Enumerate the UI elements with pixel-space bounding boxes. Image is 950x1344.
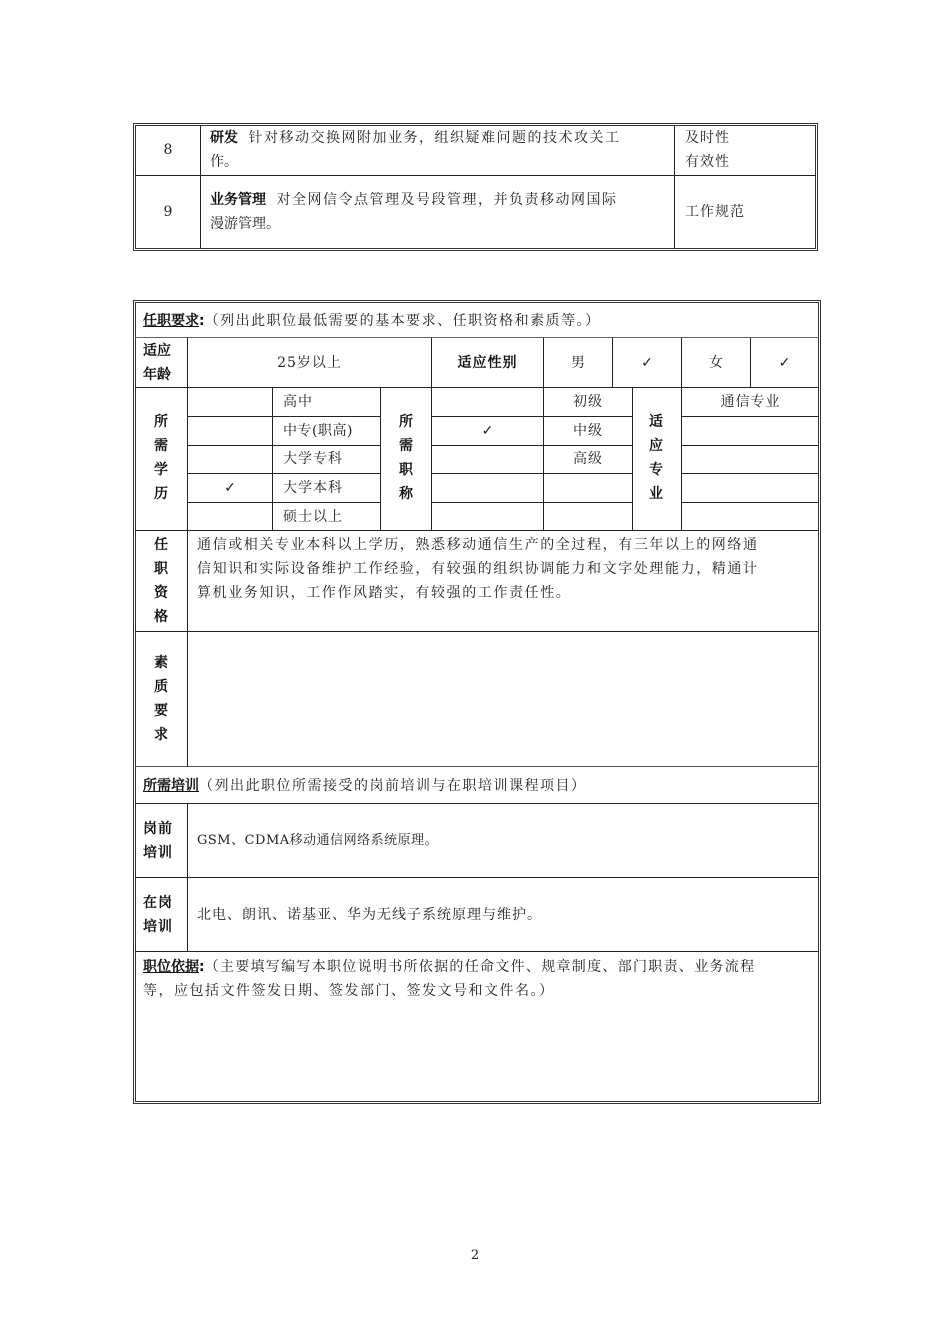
divider (135, 766, 819, 767)
education-label (151, 410, 171, 506)
divider (187, 416, 380, 417)
quality-value[interactable] (197, 640, 807, 760)
female-checkbox[interactable]: ✓ (778, 355, 791, 371)
pre-job-training-label: 岗前 (143, 821, 173, 837)
divider (674, 125, 675, 249)
education-option-label: 高中 (283, 394, 313, 410)
duty-description: 针对移动交换网附加业务，组织疑难问题的技术攻关工 (248, 130, 621, 146)
label-char: 求 (154, 727, 168, 743)
label-char: 所 (154, 414, 168, 430)
title-option-label: 初级 (573, 394, 603, 410)
label-char: 要 (154, 703, 168, 719)
label-char: 历 (154, 486, 168, 502)
divider (135, 387, 819, 388)
duty-description: 对全网信令点管理及号段管理，并负责移动网国际 (276, 192, 618, 208)
label-char: 专 (649, 462, 663, 478)
gender-label: 适应性别 (457, 355, 518, 371)
label-char: 称 (399, 486, 413, 502)
pre-job-training-label: 培训 (143, 845, 173, 861)
divider (187, 473, 380, 474)
basis-header (143, 955, 755, 979)
divider (187, 445, 380, 446)
title-option-label: 高级 (573, 451, 603, 467)
divider (431, 445, 632, 446)
row-number: 9 (163, 204, 173, 220)
divider (272, 388, 273, 531)
basis-note-cont: 等，应包括文件签发日期、签发部门、签发文号和文件名。） (143, 983, 555, 999)
label-char: 所 (399, 414, 413, 430)
divider (632, 388, 633, 531)
major-label (646, 410, 666, 506)
male-label: 男 (571, 355, 585, 371)
duty-title: 业务管理 (210, 192, 266, 208)
requirements-header-label: 任职要求 (143, 313, 199, 329)
title-checkbox[interactable]: ✓ (481, 423, 494, 439)
on-job-training-label: 在岗 (143, 895, 173, 911)
requirements-header-note: （列出此职位最低需要的基本要求、任职资格和素质等。） (204, 313, 601, 329)
duty-description-cont: 作。 (210, 154, 238, 170)
divider (135, 877, 819, 878)
age-value: 25岁以上 (277, 355, 342, 371)
divider (681, 473, 819, 474)
qualification-line: 算机业务知识，工作作风踏实，有较强的工作责任性。 (197, 585, 572, 601)
divider (135, 337, 819, 338)
divider (135, 175, 816, 176)
duty-description-cont: 漫游管理。 (210, 216, 280, 232)
divider (431, 388, 432, 531)
on-job-training-value: 北电、朗讯、诺基亚、华为无线子系统原理与维护。 (197, 907, 542, 923)
label-char: 需 (154, 438, 168, 454)
divider (431, 473, 632, 474)
divider (431, 416, 632, 417)
divider (431, 502, 632, 503)
divider (135, 530, 819, 531)
label-char: 质 (154, 679, 168, 695)
qualification-label (151, 533, 171, 629)
label-char: 应 (649, 438, 663, 454)
duty-line (210, 126, 620, 150)
divider (135, 631, 819, 632)
label-char: 素 (154, 655, 168, 671)
quality-label (151, 651, 171, 747)
training-header-note: （列出此职位所需接受的岗前培训与在职培训课程项目） (199, 778, 587, 794)
qualification-line: 通信或相关专业本科以上学历，熟悉移动通信生产的全过程，有三年以上的网络通 (197, 537, 759, 553)
title-label (396, 410, 416, 506)
divider (380, 388, 381, 531)
divider (681, 445, 819, 446)
training-header-label: 所需培训 (143, 778, 199, 794)
divider (135, 951, 819, 952)
divider (200, 125, 201, 249)
label-char: 适 (649, 414, 663, 430)
divider (681, 416, 819, 417)
label-char: 职 (154, 561, 168, 577)
label-char: 需 (399, 438, 413, 454)
female-label: 女 (709, 355, 723, 371)
label-char: 业 (649, 486, 663, 502)
label-char: 资 (154, 585, 168, 601)
on-job-training-label: 培训 (143, 919, 173, 935)
requirements-header (143, 309, 601, 333)
label-char: 格 (154, 609, 168, 625)
page-number: 2 (470, 1248, 480, 1263)
divider (187, 502, 380, 503)
education-option-label: 硕士以上 (283, 509, 343, 525)
basis-note: （主要填写编写本职位说明书所依据的任命文件、规章制度、部门职责、业务流程 (204, 959, 756, 975)
major-option: 通信专业 (720, 394, 781, 410)
duty-standard: 工作规范 (685, 204, 745, 220)
education-checkbox[interactable]: ✓ (224, 480, 236, 496)
age-label: 适应 (143, 343, 171, 359)
colon: : (199, 959, 205, 975)
row-number: 8 (163, 142, 173, 158)
divider (681, 502, 819, 503)
colon: : (199, 313, 205, 329)
title-option-label: 中级 (573, 423, 603, 439)
education-option-label: 大学专科 (283, 451, 343, 467)
divider (187, 632, 188, 766)
divider (135, 803, 819, 804)
duty-line (210, 188, 617, 212)
education-option-label: 中专(职高) (283, 423, 353, 439)
duty-standard: 及时性 (685, 130, 730, 146)
duty-title: 研发 (210, 130, 238, 146)
training-header (143, 774, 587, 798)
qualification-line: 信知识和实际设备维护工作经验，有较强的组织协调能力和文字处理能力，精通计 (197, 561, 759, 577)
label-char: 职 (399, 462, 413, 478)
label-char: 任 (154, 537, 168, 553)
pre-job-training-value: GSM、CDMA移动通信网络系统原理。 (197, 833, 439, 848)
age-label: 年龄 (143, 367, 171, 383)
male-checkbox[interactable]: ✓ (641, 355, 653, 371)
education-option-label: 大学本科 (283, 480, 343, 496)
label-char: 学 (154, 462, 168, 478)
duty-standard: 有效性 (685, 154, 730, 170)
basis-header-label: 职位依据 (143, 959, 199, 975)
